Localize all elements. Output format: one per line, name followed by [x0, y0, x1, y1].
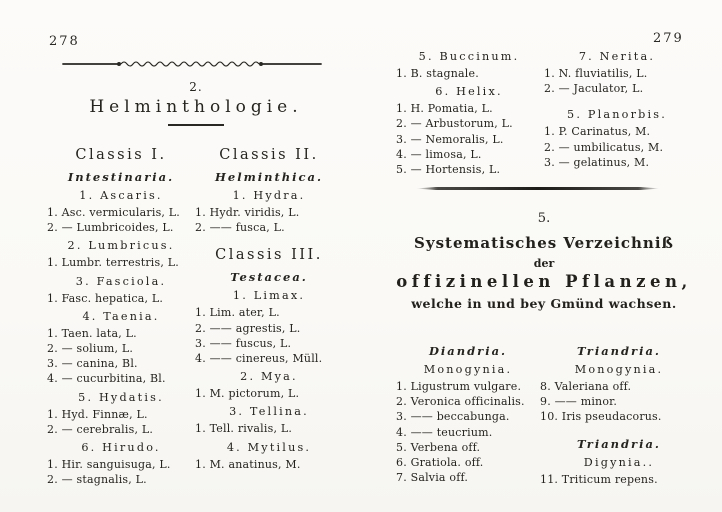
- species-entry: 6. Gratiola. off.: [396, 456, 484, 470]
- nerita-planorbis-column: [542, 46, 690, 177]
- classis-heading: Classis III.: [215, 247, 323, 264]
- classis-heading: Classis II.: [219, 147, 319, 163]
- order-subheading: Triandria.: [577, 344, 661, 358]
- species-entry: 2. — Jaculator, L.: [544, 82, 644, 96]
- genus-heading: 2. Lumbricus.: [67, 239, 175, 253]
- page-number-left: 278: [49, 34, 80, 49]
- species-entry: 2. —— agrestis, L.: [195, 321, 301, 335]
- genus-heading: 4. Mytilus.: [226, 440, 312, 454]
- genus-heading: 6. Hirudo.: [81, 441, 161, 455]
- plants-section-title-line4: welche in und bey Gmünd wachsen.: [411, 296, 677, 311]
- species-entry: 1. Fasc. hepatica, L.: [47, 291, 164, 305]
- genus-heading: 5. Planorbis.: [567, 108, 667, 122]
- species-entry: 1. P. Carinatus, M.: [544, 125, 651, 139]
- plants-section-number: 5.: [537, 211, 551, 226]
- genus-heading: 5. Buccinum.: [418, 50, 520, 63]
- chapter-title: Helminthologie.: [89, 97, 303, 117]
- species-entry: 1. Lim. ater, L.: [195, 306, 280, 320]
- book-page-left: [45, 0, 370, 512]
- species-entry: 3. — gelatinus, M.: [544, 155, 650, 169]
- species-entry: 1. Asc. vermicularis, L.: [47, 206, 181, 219]
- order-subheading: Helminthica.: [215, 170, 323, 184]
- plants-section-header: [388, 211, 700, 311]
- species-entry: 4. — limosa, L.: [396, 147, 482, 161]
- plant-columns: [392, 344, 702, 487]
- order-subheading: Triandria.: [577, 436, 661, 451]
- species-entry: 2. Veronica officinalis.: [396, 395, 525, 409]
- chapter-header: [45, 80, 347, 126]
- genus-heading: 3. Fasciola.: [75, 274, 167, 288]
- species-entry: 2. — cerebralis, L.: [47, 422, 154, 436]
- book-page-right: [388, 0, 710, 512]
- species-entry: 1. M. anatinus, M.: [195, 457, 301, 471]
- genus-heading: Digynia..: [583, 455, 655, 469]
- genus-heading: Monogynia.: [423, 363, 513, 376]
- classis-heading: Classis I.: [75, 147, 167, 163]
- species-entry: 1. Lumbr. terrestris, L.: [47, 256, 179, 270]
- plants-section-title-line2: der: [533, 257, 555, 270]
- title-rule: [168, 124, 224, 126]
- genus-heading: 7. Nerita.: [578, 50, 656, 63]
- buccinum-helix-column: [388, 46, 542, 177]
- species-entry: 3. —— fuscus, L.: [195, 336, 292, 350]
- wavy-rule-ornament: [61, 57, 323, 71]
- species-entry: 3. — Nemoralis, L.: [396, 132, 504, 146]
- species-entry: 1. M. pictorum, L.: [195, 387, 300, 401]
- order-subheading: Intestinaria.: [67, 170, 175, 184]
- left-page-columns: [47, 146, 369, 487]
- species-entry: 3. —— beccabunga.: [396, 410, 510, 424]
- order-subheading: Testacea.: [230, 270, 308, 285]
- species-entry: 8. Valeriana off.: [540, 380, 632, 393]
- species-entry: 1. Hir. sanguisuga, L.: [47, 458, 171, 472]
- species-entry: 4. —— cinereus, Müll.: [195, 352, 323, 366]
- plants-section-title-line3: offizinellen Pflanzen,: [396, 272, 692, 291]
- species-entry: 3. — canina, Bl.: [47, 357, 138, 371]
- genus-heading: 4. Taenia.: [82, 309, 160, 323]
- species-entry: 5. — Hortensis, L.: [396, 163, 501, 177]
- species-entry: 1. Taen. lata, L.: [47, 326, 137, 340]
- triandria-column: [540, 344, 698, 487]
- section-divider-rule: [416, 187, 660, 190]
- species-entry: 10. Iris pseudacorus.: [540, 410, 662, 424]
- species-entry: 1. Hydr. viridis, L.: [195, 206, 300, 219]
- diandria-column: [392, 344, 540, 487]
- order-subheading: Diandria.: [428, 344, 508, 358]
- species-entry: 4. —— teucrium.: [396, 425, 493, 439]
- species-entry: 1. N. fluviatilis, L.: [544, 67, 648, 80]
- species-entry: 2. — Arbustorum, L.: [396, 117, 513, 131]
- genus-heading: 1. Hydra.: [232, 189, 306, 202]
- species-entry: 5. Verbena off.: [396, 440, 481, 454]
- species-entry: 1. H. Pomatia, L.: [396, 102, 493, 116]
- species-entry: 1. B. stagnale.: [396, 67, 479, 80]
- chapter-number: 2.: [189, 80, 203, 94]
- genus-heading: 1. Limax.: [232, 289, 306, 303]
- genus-heading: 5. Hydatis.: [78, 390, 164, 404]
- genus-heading: Monogynia.: [574, 363, 664, 376]
- classis-1-column: [47, 146, 195, 487]
- classis-2-3-column: [195, 146, 357, 487]
- species-entry: 2. — umbilicatus, M.: [544, 140, 664, 154]
- species-entry: 7. Salvia off.: [396, 471, 469, 485]
- species-entry: 1. Ligustrum vulgare.: [396, 380, 522, 393]
- page-number-right: 279: [653, 31, 684, 46]
- species-entry: 1. Hyd. Finnæ, L.: [47, 407, 148, 421]
- species-entry: 2. — Lumbricoides, L.: [47, 221, 174, 235]
- species-entry: 9. —— minor.: [540, 395, 618, 409]
- species-entry: 4. — cucurbitina, Bl.: [47, 372, 166, 386]
- genus-heading: 6. Helix.: [435, 85, 503, 99]
- genus-heading: 3. Tellina.: [229, 405, 309, 419]
- species-entry: 2. —— fusca, L.: [195, 221, 285, 235]
- genus-heading: 2. Mya.: [240, 370, 298, 384]
- species-entry: 11. Triticum repens.: [540, 472, 658, 486]
- species-entry: 2. — stagnalis, L.: [47, 473, 147, 487]
- species-entry: 2. — solium, L.: [47, 342, 134, 356]
- plants-section-title-line1: Systematisches Verzeichniß: [414, 234, 674, 252]
- species-entry: 1. Tell. rivalis, L.: [195, 422, 293, 436]
- genus-heading: 1. Ascaris.: [79, 189, 163, 202]
- testacea-continued-columns: [388, 46, 690, 177]
